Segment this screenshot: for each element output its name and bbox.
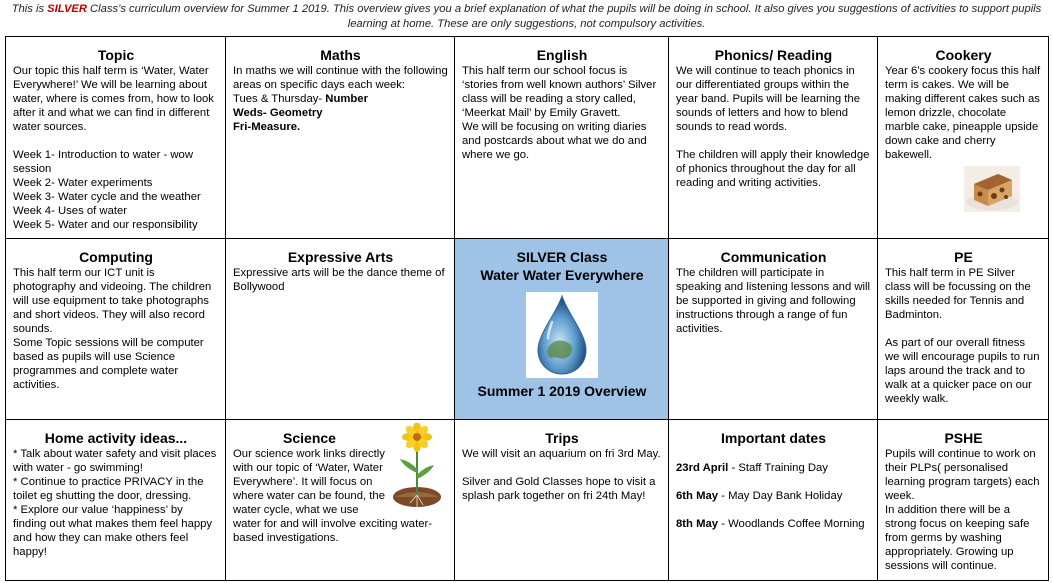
english-cell [455, 37, 669, 239]
maths-line3: Fri-Measure. [233, 121, 301, 133]
maths-line1-prefix: Tues & Thursday- [233, 93, 326, 105]
pe-text1: This half term in PE Silver class will be focussing on the skills needed for Tennis and Badminton. [885, 267, 1031, 321]
english-text1: This half term our school focus is ‘stories from well known authors’ Silver class will be reading a story called, ‘Meerkat Mail’ by Emily Gravett. [462, 65, 657, 119]
science-heading: Science [283, 430, 336, 446]
center-topic-line: Water Water Everywhere [480, 267, 644, 283]
maths-text: In maths we will continue with the following areas on specific days each week: [233, 65, 448, 91]
science-text: Our science work links directly with our topic of ‘Water, Water Everywhere’. It will focus on where water can be found, the water cycle, what we use water for and will involve exciting water-based investigations. [233, 448, 433, 544]
cookery-cell [878, 37, 1049, 239]
water-drop-image [526, 292, 598, 378]
flower-image [390, 423, 444, 509]
trips-heading: Trips [545, 430, 579, 446]
date-item-event: - Woodlands Coffee Morning [718, 518, 865, 530]
computing-cell [6, 239, 226, 420]
pshe-cell [878, 420, 1049, 581]
science-cell [226, 420, 455, 581]
intro-class-name: SILVER [47, 3, 87, 15]
home-text: * Talk about water safety and visit places with water - go swimming! * Continue to practice PRIVACY in the toilet eg shutting the door, dressing. * Explore our value ‘happiness’ by finding out what makes them feel happy and how they can make others feel happy! [13, 448, 217, 558]
date-item-date: 6th May [676, 490, 719, 502]
date-item-event: - Staff Training Day [728, 462, 828, 474]
pshe-text2: In addition there will be a strong focus on keeping safe from germs by washing appropriately. Growing up sessions will continue. [885, 504, 1030, 572]
home-cell [6, 420, 226, 581]
pshe-text1: Pupils will continue to work on their PLPs( personalised learning program targets) each week. [885, 448, 1040, 502]
date-item [676, 517, 871, 531]
curriculum-grid [5, 36, 1049, 581]
maths-line2: Weds- Geometry [233, 107, 323, 119]
date-item [676, 461, 871, 475]
computing-heading: Computing [79, 249, 153, 265]
phonics-text2: The children will apply their knowledge of phonics throughout the day for all reading and writing activities. [676, 149, 870, 189]
expressive-text: Expressive arts will be the dance theme of Bollywood [233, 267, 445, 293]
cookery-heading: Cookery [935, 47, 992, 63]
dates-cell [669, 420, 878, 581]
pe-heading: PE [954, 249, 973, 265]
communication-text: The children will participate in speaking and listening lessons and will be supported in giving and following instructions through a range of fun activities. [676, 267, 871, 335]
date-item-event: - May Day Bank Holiday [718, 490, 843, 502]
topic-weeks: Week 1- Introduction to water - wow session Week 2- Water experiments Week 3- Water cycle and the weather Week 4- Uses of water Week 5- Water and our responsibility [13, 149, 201, 231]
pshe-heading: PSHE [944, 430, 983, 446]
cake-image [964, 166, 1020, 212]
phonics-heading: Phonics/ Reading [714, 47, 833, 63]
phonics-text1: We will continue to teach phonics in our differentiated groups within the year band. Pupils will be learning the sounds of letters and how to blend sounds to read words. [676, 65, 860, 133]
intro-body: Class’s curriculum overview for Summer 1 2019. This overview gives you a brief explanation of what the pupils will be doing in school. It also gives you suggestions of activities to support pupils learning at home. These are only suggestions, not compulsory activities. [86, 3, 1042, 30]
english-text2: We will be focusing on writing diaries and postcards about what we do and where we go. [462, 121, 647, 161]
dates-heading: Important dates [720, 430, 826, 446]
trips-text1: We will visit an aquarium on fri 3rd May. [462, 448, 661, 460]
intro-text [0, 0, 1053, 36]
home-heading: Home activity ideas... [44, 430, 188, 446]
maths-line1-bold: Number [325, 93, 368, 105]
topic-intro: Our topic this half term is ‘Water, Water Everywhere!’ We will be learning about water, where is comes from, how to look after it and what we can find in different water sources. [13, 65, 214, 133]
center-footer: Summer 1 2019 Overview [477, 383, 647, 399]
expressive-cell [226, 239, 455, 420]
maths-heading: Maths [320, 47, 361, 63]
trips-text2: Silver and Gold Classes hope to visit a splash park together on fri 24th May! [462, 476, 656, 502]
computing-text2: Some Topic sessions will be computer based as pupils will use Science programmes and complete water activities. [13, 337, 204, 391]
pe-cell [878, 239, 1049, 420]
computing-text1: This half term our ICT unit is photography and videoing. The children will use equipment to take photographs and short videos. They will also record sounds. [13, 267, 212, 335]
trips-cell [455, 420, 669, 581]
pe-text2: As part of our overall fitness we will encourage pupils to run laps around the track and to walk at a quicker pace on our weekly walk. [885, 337, 1040, 405]
topic-cell [6, 37, 226, 239]
center-cell [455, 239, 669, 420]
date-item-date: 8th May [676, 518, 719, 530]
english-heading: English [536, 47, 588, 63]
cookery-text: Year 6’s cookery focus this half term is cakes. We will be making different cakes such as lemon drizzle, chocolate marble cake, pineapple upside down cake and cherry bakewell. [885, 65, 1041, 161]
communication-heading: Communication [720, 249, 827, 265]
communication-cell [669, 239, 878, 420]
center-class-line: SILVER Class [516, 249, 608, 265]
maths-line1 [233, 92, 448, 106]
phonics-cell [669, 37, 878, 239]
maths-cell [226, 37, 455, 239]
topic-heading: Topic [97, 47, 135, 63]
date-item-date: 23rd April [676, 462, 729, 474]
expressive-heading: Expressive Arts [287, 249, 394, 265]
date-item [676, 489, 871, 503]
intro-prefix: This is [11, 3, 48, 15]
